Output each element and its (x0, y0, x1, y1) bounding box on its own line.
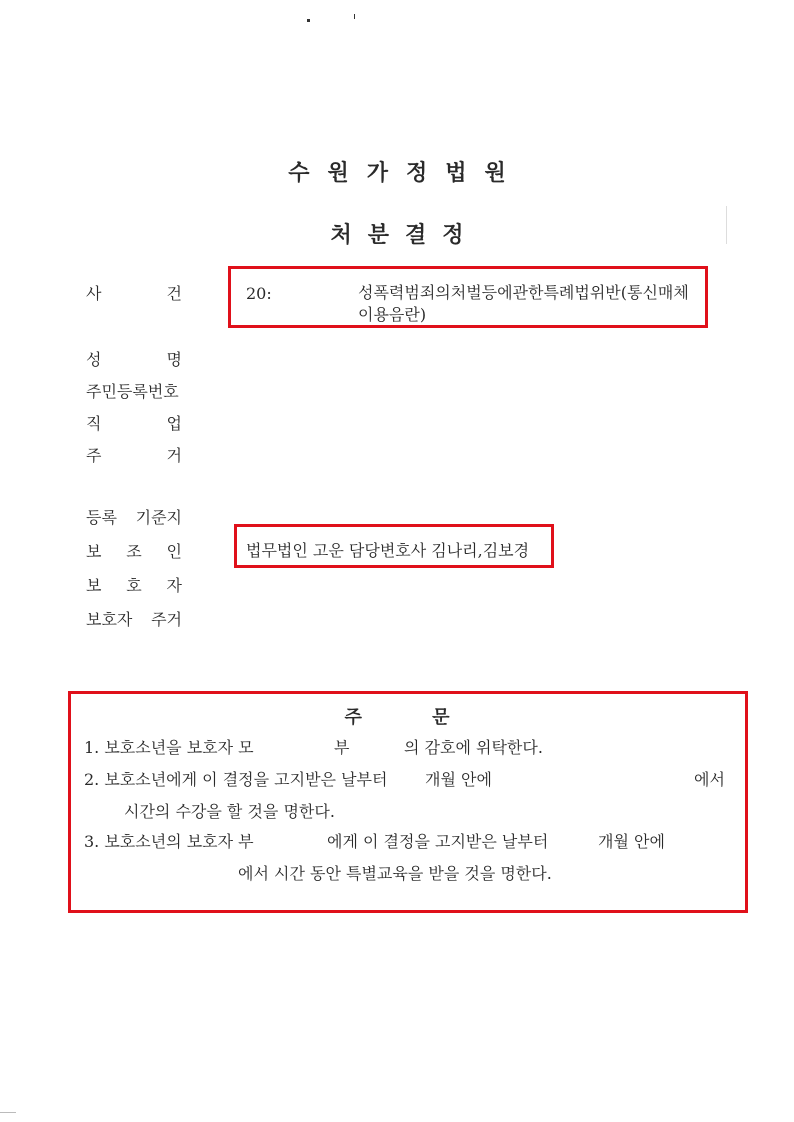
name-label (86, 350, 182, 370)
counsel-label-text (86, 542, 182, 562)
label-char: 성 (86, 350, 102, 369)
case-number: 20: (246, 284, 272, 303)
scan-speck (0, 1112, 16, 1113)
court-title: 수원가정법원 (288, 160, 524, 186)
job-label (86, 414, 182, 434)
label-word: 등록 (86, 508, 117, 527)
scan-speck (307, 19, 310, 22)
label-char: 주 (86, 446, 102, 465)
name-label-text (86, 350, 182, 370)
counsel-value: 법무법인 고운 담당변호사 김나리,김보경 (246, 541, 530, 560)
order-item-3-part-c: 개월 안에 (598, 832, 665, 851)
label-char: 보 (86, 542, 102, 561)
guardian-address-label (86, 610, 182, 630)
order-item-1-part-b: 부 (334, 738, 350, 757)
label-char: 조 (126, 542, 142, 561)
label-char: 업 (166, 414, 182, 433)
case-label (86, 284, 182, 304)
order-item-2-part-c: 에서 (694, 770, 725, 789)
rrn-label (86, 382, 182, 402)
order-item-2-part-b: 개월 안에 (425, 770, 492, 789)
label-word: 보호자 (86, 610, 133, 629)
label-char: 건 (166, 284, 182, 303)
label-char: 사 (86, 284, 102, 303)
order-heading: 주 문 (344, 707, 450, 728)
address-label (86, 446, 182, 466)
label-char: 명 (166, 350, 182, 369)
registry-label-text (86, 508, 182, 528)
order-item-3-part-d: 에서 시간 동안 특별교육을 받을 것을 명한다. (238, 864, 552, 883)
label-word: 주거 (151, 610, 182, 629)
order-item-2-part-a: 2. 보호소년에게 이 결정을 고지받은 날부터 (84, 770, 388, 789)
registry-label (86, 508, 182, 528)
case-name: 성폭력범죄의처벌등에관한특례법위반(통신매체이용음란) (358, 283, 689, 324)
scan-speck (354, 14, 355, 19)
order-item-1-part-a: 1. 보호소년을 보호자 모 (84, 738, 254, 757)
address-label-text (86, 446, 182, 466)
label-char: 보 (86, 576, 102, 595)
label-char: 자 (166, 576, 182, 595)
label-char: 직 (86, 414, 102, 433)
document-title: 처분결정 (330, 222, 480, 248)
guardian-address-label-text (86, 610, 182, 630)
order-item-2-part-d: 시간의 수강을 할 것을 명한다. (124, 802, 335, 821)
order-item-3-part-a: 3. 보호소년의 보호자 부 (84, 832, 254, 851)
case-label-text (86, 284, 182, 304)
label-word: 기준지 (135, 508, 182, 527)
label-char: 호 (126, 576, 142, 595)
job-label-text (86, 414, 182, 434)
guardian-label-text (86, 576, 182, 596)
order-item-1-part-c: 의 감호에 위탁한다. (404, 738, 543, 757)
label-char: 인 (166, 542, 182, 561)
label-char: 거 (166, 446, 182, 465)
rrn-label-text: 주민등록번호 (86, 382, 179, 401)
counsel-label (86, 542, 182, 562)
order-item-3-part-b: 에게 이 결정을 고지받은 날부터 (327, 832, 549, 851)
guardian-label (86, 576, 182, 596)
